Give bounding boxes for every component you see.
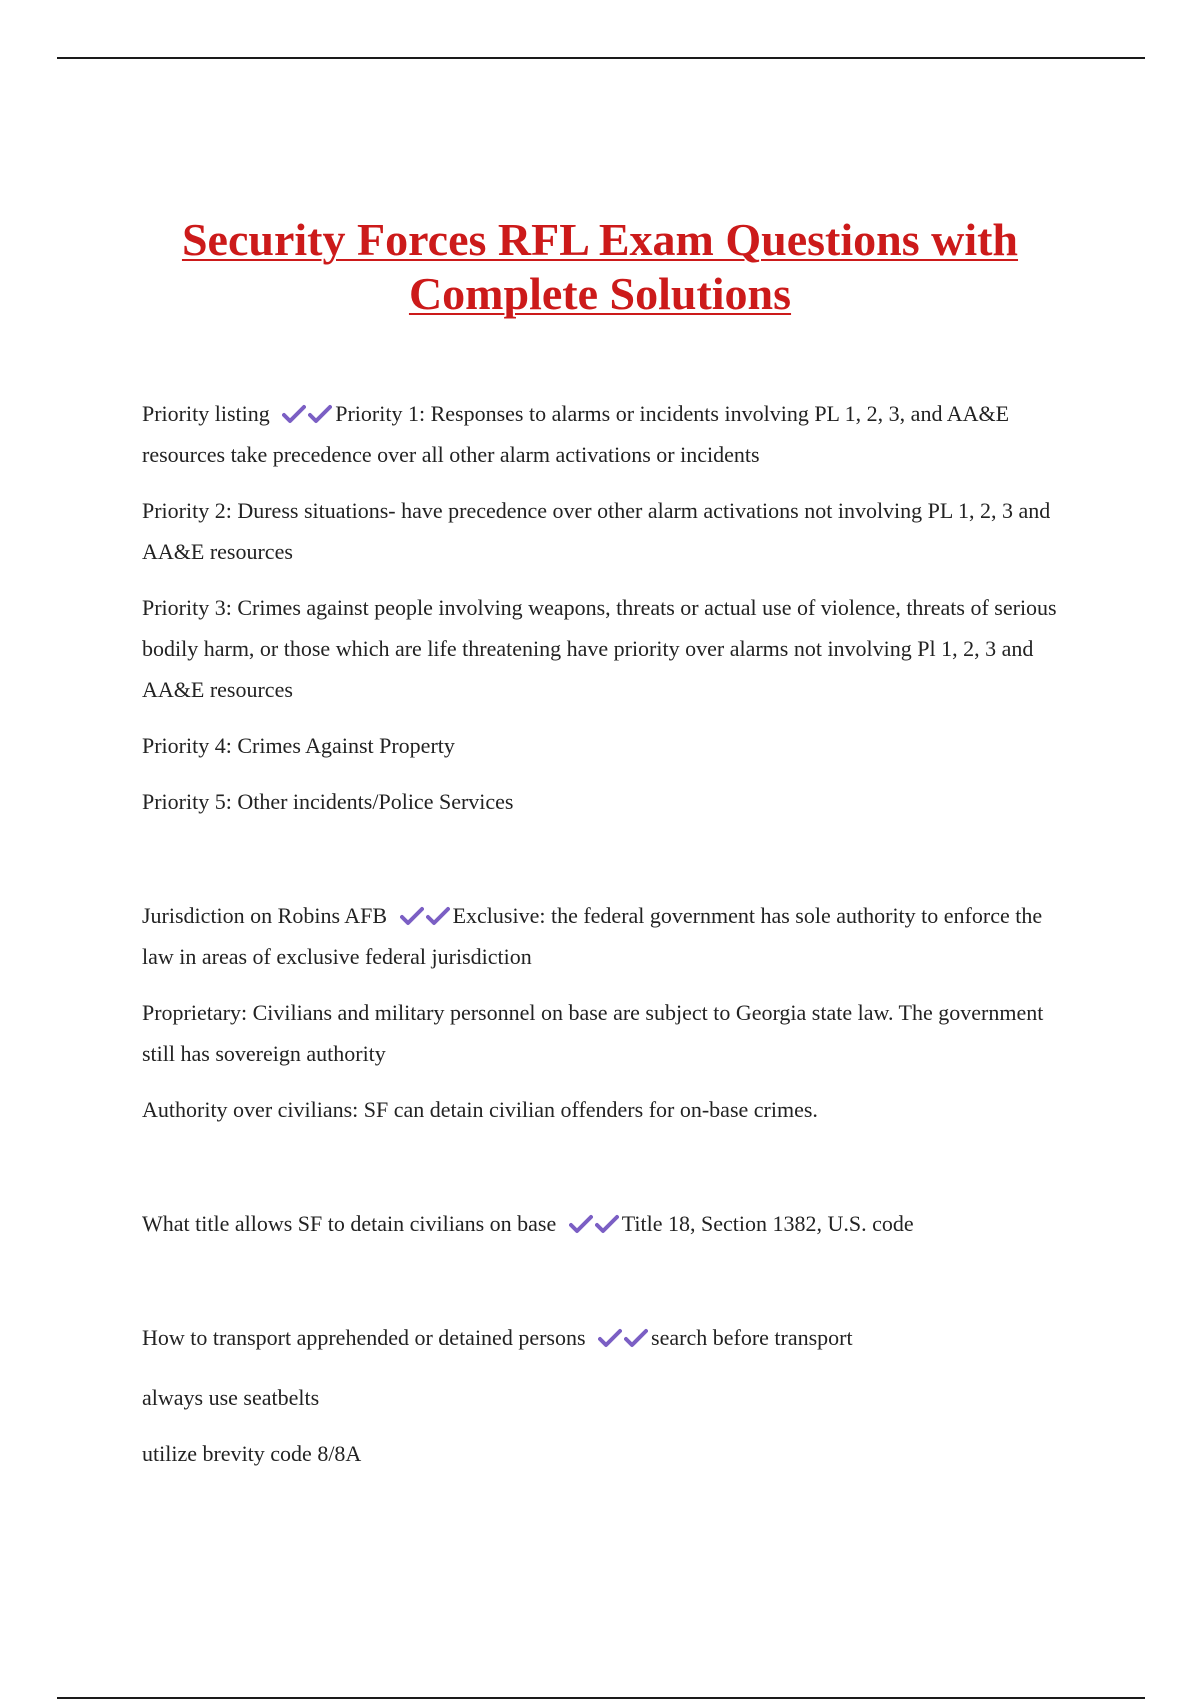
document-body	[142, 393, 1077, 1489]
bottom-rule	[57, 1697, 1145, 1699]
answer-continuation: Priority 4: Crimes Against Property	[142, 733, 455, 758]
answer-continuation: Priority 3: Crimes against people involving weapons, threats or actual use of violence, threats of serious bodily harm, or those which are life threatening have priority over alarms not involving Pl 1, 2, 3 and AA&E resources	[142, 595, 1057, 702]
qa-item	[142, 895, 1077, 977]
document-title	[100, 213, 1100, 321]
answer-text: Exclusive: the federal government has sole authority to enforce the law in areas of exclusive federal jurisdiction	[142, 903, 1043, 969]
answer-continuation: Authority over civilians: SF can detain civilian offenders for on-base crimes.	[142, 1097, 818, 1122]
answer-continuation: Priority 2: Duress situations- have precedence over other alarm activations not involving PL 1, 2, 3 and AA&E resources	[142, 498, 1051, 564]
answer-continuation: Proprietary: Civilians and military personnel on base are subject to Georgia state law. The government still has sovereign authority	[142, 1000, 1044, 1066]
question-text: What title allows SF to detain civilians on base	[142, 1211, 557, 1236]
top-rule	[57, 57, 1145, 59]
qa-item	[142, 1317, 1077, 1358]
qa-item	[142, 1203, 1077, 1244]
title-line-1: Security Forces RFL Exam Questions with	[181, 214, 1019, 265]
answer-continuation: Priority 5: Other incidents/Police Services	[142, 789, 514, 814]
double-check-icon	[281, 401, 333, 426]
answer-continuation: utilize brevity code 8/8A	[142, 1441, 362, 1466]
answer-text: Title 18, Section 1382, U.S. code	[621, 1211, 914, 1236]
title-line-2: Complete Solutions	[408, 268, 792, 319]
question-text: Jurisdiction on Robins AFB	[142, 903, 388, 928]
qa-item	[142, 393, 1077, 475]
double-check-icon	[568, 1211, 620, 1236]
double-check-icon	[399, 903, 451, 928]
answer-text: Priority 1: Responses to alarms or incidents involving PL 1, 2, 3, and AA&E resources take precedence over all other alarm activations or incidents	[142, 401, 1010, 467]
double-check-icon	[597, 1325, 649, 1350]
question-text: Priority listing	[142, 401, 270, 426]
question-text: How to transport apprehended or detained persons	[142, 1325, 586, 1350]
answer-continuation: always use seatbelts	[142, 1385, 320, 1410]
answer-text: search before transport	[651, 1325, 853, 1350]
